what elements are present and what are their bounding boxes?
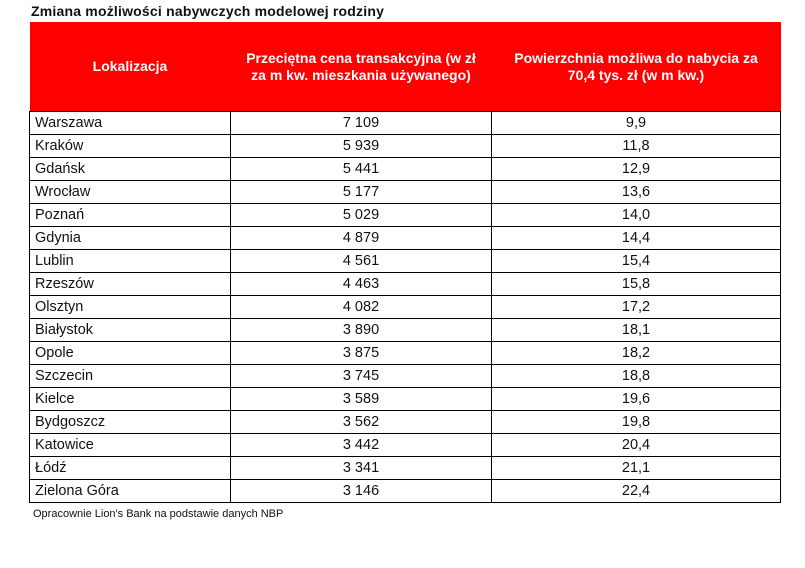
cell-price: 3 589 [231, 388, 492, 411]
cell-location: Kraków [30, 135, 231, 158]
table-row [30, 135, 781, 158]
column-header-location: Lokalizacja [30, 22, 231, 112]
table-row [30, 411, 781, 434]
cell-location: Wrocław [30, 181, 231, 204]
cell-price: 4 561 [231, 250, 492, 273]
table-row [30, 480, 781, 503]
cell-price: 4 082 [231, 296, 492, 319]
table-row [30, 227, 781, 250]
table-header [30, 22, 781, 112]
table-row [30, 388, 781, 411]
cell-location: Opole [30, 342, 231, 365]
cell-area: 18,1 [492, 319, 781, 342]
cell-price: 3 745 [231, 365, 492, 388]
cell-price: 5 029 [231, 204, 492, 227]
table-row [30, 296, 781, 319]
cell-price: 5 939 [231, 135, 492, 158]
table-title: Zmiana możliwości nabywczych modelowej rodziny [31, 3, 385, 19]
cell-price: 3 875 [231, 342, 492, 365]
table-row [30, 204, 781, 227]
cell-location: Białystok [30, 319, 231, 342]
cell-price: 3 146 [231, 480, 492, 503]
cell-area: 20,4 [492, 434, 781, 457]
cell-area: 14,0 [492, 204, 781, 227]
cell-price: 3 562 [231, 411, 492, 434]
cell-location: Katowice [30, 434, 231, 457]
table-row [30, 365, 781, 388]
column-header-area: Powierzchnia możliwa do nabycia za 70,4 tys. zł (w m kw.) [492, 22, 781, 112]
cell-location: Łódź [30, 457, 231, 480]
cell-area: 19,8 [492, 411, 781, 434]
cell-area: 9,9 [492, 112, 781, 135]
table-row [30, 342, 781, 365]
cell-price: 4 463 [231, 273, 492, 296]
cell-price: 4 879 [231, 227, 492, 250]
cell-location: Kielce [30, 388, 231, 411]
table-row [30, 434, 781, 457]
cell-location: Zielona Góra [30, 480, 231, 503]
cell-area: 15,8 [492, 273, 781, 296]
table-row [30, 457, 781, 480]
cell-location: Gdynia [30, 227, 231, 250]
cell-area: 11,8 [492, 135, 781, 158]
table-body [30, 112, 781, 503]
cell-area: 21,1 [492, 457, 781, 480]
cell-area: 17,2 [492, 296, 781, 319]
cell-price: 3 890 [231, 319, 492, 342]
data-table [29, 22, 781, 503]
header-row [30, 22, 781, 112]
cell-price: 3 341 [231, 457, 492, 480]
cell-area: 19,6 [492, 388, 781, 411]
cell-area: 14,4 [492, 227, 781, 250]
table-row [30, 250, 781, 273]
cell-price: 5 177 [231, 181, 492, 204]
cell-location: Lublin [30, 250, 231, 273]
cell-area: 15,4 [492, 250, 781, 273]
cell-price: 7 109 [231, 112, 492, 135]
cell-location: Olsztyn [30, 296, 231, 319]
cell-area: 18,8 [492, 365, 781, 388]
cell-area: 13,6 [492, 181, 781, 204]
column-header-price: Przeciętna cena transakcyjna (w zł za m kw. mieszkania używanego) [231, 22, 492, 112]
source-note: Opracownie Lion's Bank na podstawie danych NBP [33, 508, 284, 520]
cell-area: 18,2 [492, 342, 781, 365]
cell-location: Gdańsk [30, 158, 231, 181]
cell-location: Bydgoszcz [30, 411, 231, 434]
cell-price: 5 441 [231, 158, 492, 181]
table-row [30, 112, 781, 135]
cell-location: Rzeszów [30, 273, 231, 296]
cell-price: 3 442 [231, 434, 492, 457]
cell-location: Warszawa [30, 112, 231, 135]
table-row [30, 181, 781, 204]
table-row [30, 273, 781, 296]
table-row [30, 319, 781, 342]
cell-location: Szczecin [30, 365, 231, 388]
cell-area: 22,4 [492, 480, 781, 503]
cell-area: 12,9 [492, 158, 781, 181]
table-row [30, 158, 781, 181]
cell-location: Poznań [30, 204, 231, 227]
